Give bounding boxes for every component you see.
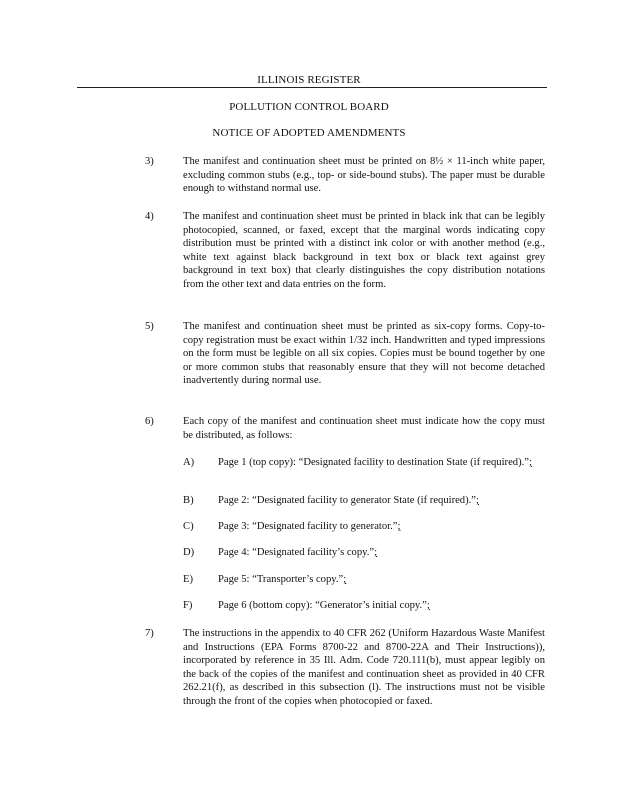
sub-text-body: Page 1 (top copy): “Designated facility to destination State (if required).” <box>218 457 529 468</box>
sub-letter: D) <box>183 547 195 558</box>
item-number: 4) <box>145 211 154 222</box>
item-number: 7) <box>145 628 154 639</box>
sub-letter: E) <box>183 574 193 585</box>
sub-letter: B) <box>183 495 194 506</box>
sub-text <box>218 599 545 613</box>
notice-title: NOTICE OF ADOPTED AMENDMENTS <box>212 127 406 139</box>
underlined-mark: ; <box>528 457 532 468</box>
sub-text-body: Page 4: “Designated facility’s copy.” <box>218 547 375 558</box>
sub-letter: C) <box>183 521 194 532</box>
item-text: The instructions in the appendix to 40 CFR 262 (Uniform Hazardous Waste Manifest and Instructions (EPA Forms 8700-22 and 8700-22A and Their Instructions)), incorporated by reference in 35 Ill. Adm. Code 720.111(b), must appear legibly on the back of the copies of the manifest and continuation sheet as provided in 40 CFR 262.21(f), as described in this subsection (l). The instructions must not be visible through the front of the copies when photocopied or faxed. <box>183 628 545 707</box>
underlined-mark: ; <box>475 495 479 506</box>
sub-text <box>218 494 545 508</box>
item-number: 5) <box>145 321 154 332</box>
item-text: The manifest and continuation sheet must be printed on 8½ × 11-inch white paper, excluding common stubs (e.g., top- or side-bound stubs). The paper must be durable enough to withstand normal use. <box>183 156 545 195</box>
underlined-mark: ; <box>426 600 430 611</box>
item-text: Each copy of the manifest and continuation sheet must indicate how the copy must be distributed, as follows: <box>183 416 545 441</box>
item-text: The manifest and continuation sheet must be printed in black ink that can be legibly photocopied, scanned, or faxed, except that the marginal words indicating copy distribution must be printed with a distinct ink color or with another method (e.g., white text against black background in text box or black text against grey background in text box) that clearly distinguishes the copy distribution notations from the other text and data entries on the form. <box>183 211 545 290</box>
sub-text <box>218 546 545 560</box>
sub-text-body: Page 3: “Designated facility to generator.” <box>218 521 398 532</box>
sub-letter: F) <box>183 600 193 611</box>
register-title: ILLINOIS REGISTER <box>257 74 361 86</box>
underlined-mark: ; <box>374 547 378 558</box>
item-text: The manifest and continuation sheet must be printed as six-copy forms. Copy-to-copy registration must be exact within 1/32 inch. Handwritten and typed impressions on the form must be legible on all six copies. Copies must be bound together by one or more common stubs that reasonably ensure that they will not become detached inadvertently during normal use. <box>183 321 545 387</box>
sub-text-body: Page 5: “Transporter’s copy.” <box>218 574 344 585</box>
sub-text <box>218 520 545 534</box>
sub-text <box>218 573 545 587</box>
sub-letter: A) <box>183 457 195 468</box>
sub-text-body: Page 2: “Designated facility to generator State (if required).” <box>218 495 476 506</box>
board-title: POLLUTION CONTROL BOARD <box>229 101 389 113</box>
underlined-mark: ; <box>397 521 401 532</box>
sub-text <box>218 456 545 470</box>
item-number: 6) <box>145 416 154 427</box>
underlined-mark: ; <box>343 574 347 585</box>
item-number: 3) <box>145 156 154 167</box>
sub-text-body: Page 6 (bottom copy): “Generator’s initial copy.” <box>218 600 427 611</box>
